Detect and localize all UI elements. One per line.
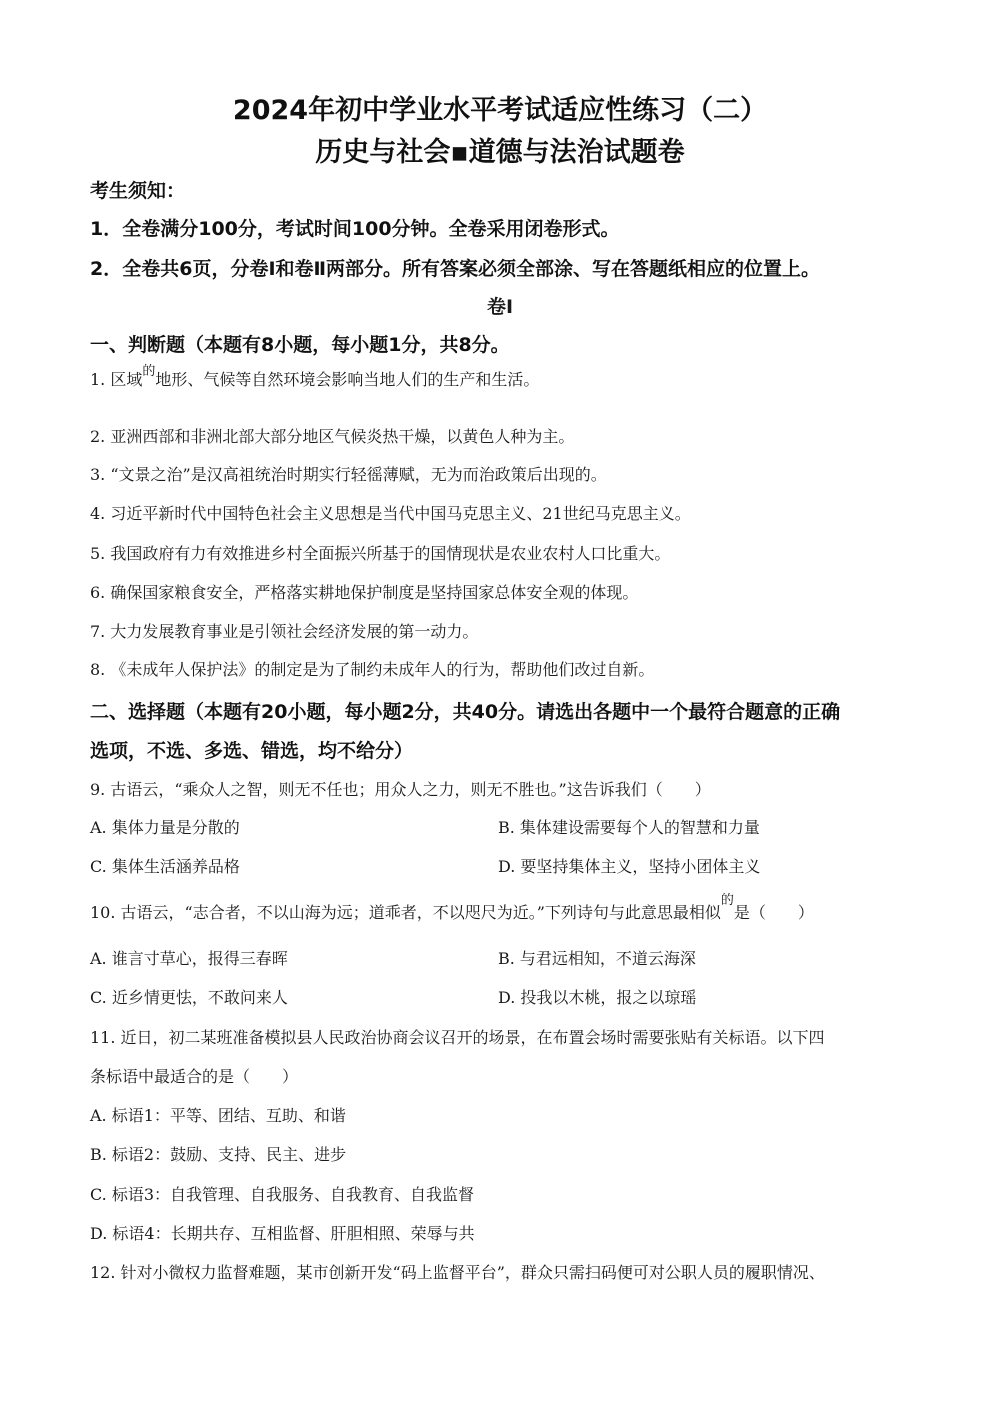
question-11-stem-line2: 条标语中最适合的是（ ） — [90, 1067, 299, 1086]
question-7: 7. 大力发展教育事业是引领社会经济发展的第一动力。 — [90, 622, 479, 641]
question-11-stem-line1: 11. 近日，初二某班准备模拟县人民政治协商会议召开的场景，在布置会场时需要张贴有关标语。以下四 — [90, 1028, 825, 1047]
question-11-option-b: B. 标语2：鼓励、支持、民主、进步 — [90, 1145, 347, 1164]
question-10-stem-end: 是（ ） — [733, 903, 814, 922]
question-1-start: 1. 区域 — [90, 370, 143, 389]
question-9-option-a: A. 集体力量是分散的 — [90, 818, 240, 837]
notice-heading: 考生须知： — [90, 180, 186, 202]
section2-heading-line2: 选项，不选、多选、错选，均不给分） — [90, 740, 414, 762]
question-10-option-a: A. 谁言寸草心，报得三春晖 — [90, 949, 288, 968]
question-1-superscript: 的 — [142, 364, 156, 379]
question-10-stem — [90, 893, 814, 923]
question-12-stem-line1: 12. 针对小微权力监督难题，某市创新开发“码上监督平台”，群众只需扫码便可对公职人员的履职情况、 — [90, 1263, 825, 1282]
section2-heading-line1: 二、选择题（本题有20小题，每小题2分，共40分。请选出各题中一个最符合题意的正确 — [90, 701, 841, 723]
section1-heading: 一、判断题（本题有8小题，每小题1分，共8分。 — [90, 334, 510, 356]
question-11-option-a: A. 标语1：平等、团结、互助、和谐 — [90, 1106, 346, 1125]
question-9-option-d: D. 要坚持集体主义，坚持小团体主义 — [498, 857, 761, 876]
question-10-option-c: C. 近乡情更怯，不敢问来人 — [90, 988, 288, 1007]
question-9-option-c: C. 集体生活涵养品格 — [90, 857, 240, 876]
question-3: 3. “文景之治”是汉高祖统治时期实行轻徭薄赋，无为而治政策后出现的。 — [90, 465, 607, 484]
question-10-option-d: D. 投我以木桃，报之以琼瑶 — [498, 988, 697, 1007]
notice-item-1: 1．全卷满分100分，考试时间100分钟。全卷采用闭卷形式。 — [90, 218, 620, 240]
question-11-option-c: C. 标语3：自我管理、自我服务、自我教育、自我监督 — [90, 1185, 475, 1204]
question-2: 2. 亚洲西部和非洲北部大部分地区气候炎热干燥，以黄色人种为主。 — [90, 427, 575, 446]
question-1 — [90, 364, 540, 390]
question-1-end: 地形、气候等自然环境会影响当地人们的生产和生活。 — [155, 370, 540, 389]
question-5: 5. 我国政府有力有效推进乡村全面振兴所基于的国情现状是农业农村人口比重大。 — [90, 544, 671, 563]
question-10-stem-start: 10. 古语云，“志合者，不以山海为远；道乖者，不以咫尺为近。”下列诗句与此意思最相似 — [90, 903, 721, 922]
question-10-superscript: 的 — [720, 893, 734, 908]
question-4: 4. 习近平新时代中国特色社会主义思想是当代中国马克思主义、21世纪马克思主义。 — [90, 504, 691, 523]
question-9-option-b: B. 集体建设需要每个人的智慧和力量 — [498, 818, 760, 837]
exam-subtitle: 历史与社会▪道德与法治试题卷 — [315, 137, 685, 168]
notice-item-2: 2．全卷共6页，分卷Ⅰ和卷Ⅱ两部分。所有答案必须全部涂、写在答题纸相应的位置上。 — [90, 258, 821, 280]
question-10-option-b: B. 与君远相知，不道云海深 — [498, 949, 696, 968]
question-11-option-d: D. 标语4：长期共存、互相监督、肝胆相照、荣辱与共 — [90, 1224, 475, 1243]
question-8: 8. 《未成年人保护法》的制定是为了制约未成年人的行为，帮助他们改过自新。 — [90, 660, 655, 679]
exam-title: 2024年初中学业水平考试适应性练习（二） — [232, 95, 768, 126]
question-6: 6. 确保国家粮食安全，严格落实耕地保护制度是坚持国家总体安全观的体现。 — [90, 583, 639, 602]
volume-label: 卷Ⅰ — [486, 296, 514, 318]
question-9-stem: 9. 古语云，“乘众人之智，则无不任也；用众人之力，则无不胜也。”这告诉我们（ ） — [90, 780, 711, 799]
